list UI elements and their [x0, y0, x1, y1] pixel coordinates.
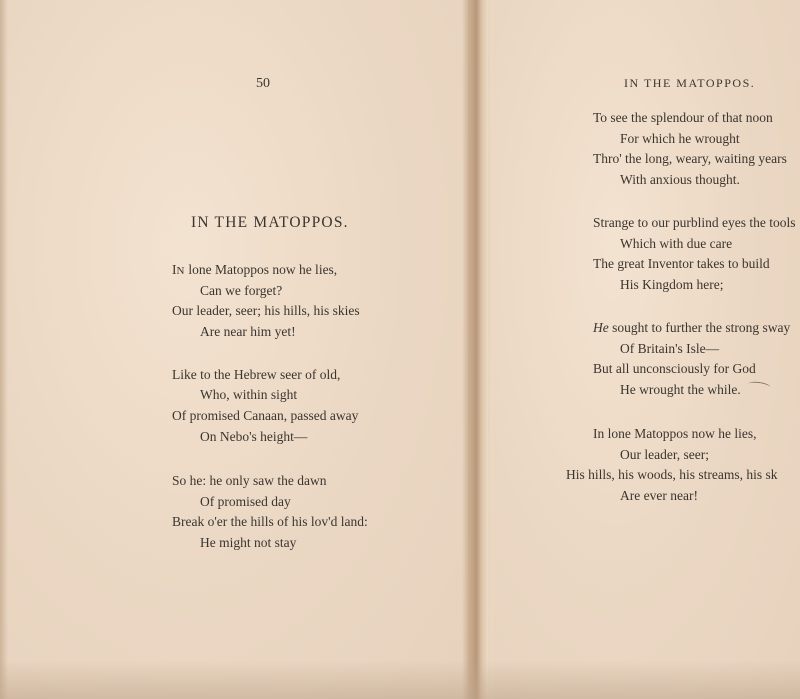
page-number: 50 — [256, 76, 270, 91]
left-stanza1-line4: Are near him yet! — [200, 324, 296, 339]
right-stanza2-line1: Strange to our purblind eyes the tools — [593, 215, 796, 230]
right-stanza2-line4: His Kingdom here; — [620, 277, 724, 292]
book-gutter — [462, 0, 494, 699]
right-stanza2-line2: Which with due care — [620, 236, 733, 251]
right-stanza1-line1: To see the splendour of that noon — [593, 110, 773, 125]
left-stanza3-line1: So he: he only saw the dawn — [172, 473, 327, 488]
right-stanza3-line4: He wrought the while. — [620, 382, 741, 397]
left-stanza3-line4: He might not stay — [200, 535, 297, 550]
right-stanza1-line2: For which he wrought — [620, 131, 740, 146]
left-stanza2-line4: On Nebo's height— — [200, 429, 308, 444]
right-stanza4-line3: His hills, his woods, his streams, his sk — [566, 467, 778, 482]
right-stanza4-line4: Are ever near! — [620, 488, 698, 503]
small-caps-first-letter: I — [172, 262, 177, 277]
line-text: sought to further the strong sway — [608, 320, 791, 335]
poem-title: IN THE MATOPPOS. — [191, 214, 349, 231]
right-stanza2-line3: The great Inventor takes to build — [593, 256, 770, 271]
right-stanza1-line3: Thro' the long, weary, waiting years — [593, 151, 787, 166]
right-stanza4-line1: In lone Matoppos now he lies, — [593, 426, 757, 441]
italic-word: He — [593, 320, 609, 335]
bottom-shadow — [0, 660, 800, 699]
right-stanza1-line4: With anxious thought. — [620, 172, 740, 187]
right-stanza3-line2: Of Britain's Isle— — [620, 341, 720, 356]
left-page-edge — [0, 0, 8, 699]
right-stanza4-line2: Our leader, seer; — [620, 447, 710, 462]
right-stanza3-line3: But all unconsciously for God — [593, 361, 756, 376]
left-stanza3-line2: Of promised day — [200, 494, 291, 509]
left-stanza1-line3: Our leader, seer; his hills, his skies — [172, 303, 360, 318]
left-stanza2-line3: Of promised Canaan, passed away — [172, 408, 359, 423]
left-stanza3-line3: Break o'er the hills of his lov'd land: — [172, 514, 368, 529]
left-stanza1-line1 — [172, 262, 337, 279]
line-text: lone Matoppos now he lies, — [184, 262, 338, 277]
left-stanza2-line1: Like to the Hebrew seer of old, — [172, 367, 341, 382]
right-stanza3-line1 — [593, 320, 790, 336]
small-caps-rest: N — [176, 265, 185, 277]
left-stanza2-line2: Who, within sight — [200, 387, 298, 402]
left-stanza1-line2: Can we forget? — [200, 283, 283, 298]
running-head: IN THE MATOPPOS. — [624, 76, 756, 90]
